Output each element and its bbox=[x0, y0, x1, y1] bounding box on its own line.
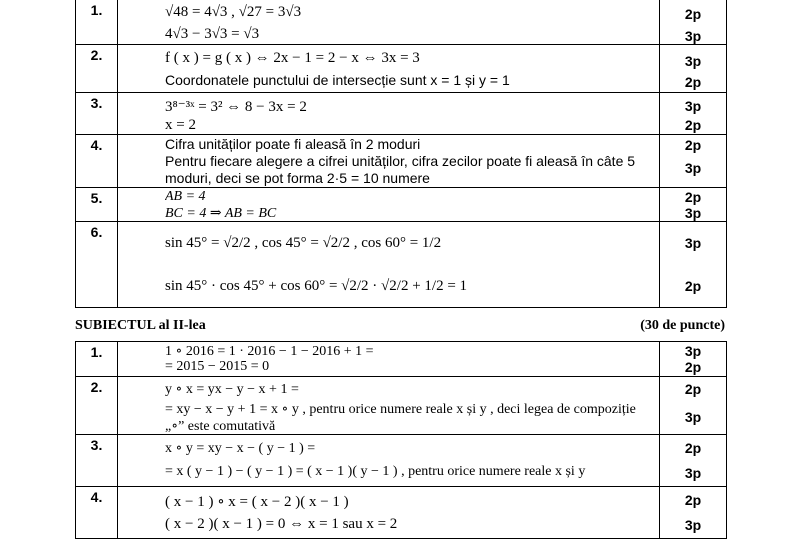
solution-line: AB = 4 bbox=[165, 189, 206, 204]
item-number: 3. bbox=[76, 435, 118, 487]
table-row bbox=[76, 0, 727, 45]
points-cell bbox=[660, 0, 727, 45]
solution-cell bbox=[118, 222, 660, 308]
item-number: 2. bbox=[76, 377, 118, 435]
points-value: 3p bbox=[684, 517, 702, 533]
points-cell bbox=[660, 342, 727, 377]
points-cell bbox=[660, 188, 727, 222]
solution-line: sin 45° = √2/2 , cos 45° = √2/2 , cos 60° = 1/2 bbox=[165, 235, 442, 251]
solution-line: f ( x ) = g ( x ) ⇔ 2x − 1 = 2 − x ⇔ 3x = 3 bbox=[165, 50, 420, 66]
solution-line: Pentru fiecare alegere a cifrei unităților, cifra zecilor poate fi aleasă în câte 5 moduri, deci se pot forma 2·5 = 10 numere bbox=[165, 153, 636, 186]
solution-line: y ∘ x = yx − y − x + 1 = bbox=[165, 382, 299, 397]
table-row bbox=[76, 377, 727, 435]
points-value: 2p bbox=[684, 74, 702, 90]
solution-cell bbox=[118, 435, 660, 487]
points-value: 2p bbox=[684, 359, 702, 375]
points-value: 3p bbox=[684, 409, 702, 425]
solution-line: 1 ∘ 2016 = 1 · 2016 − 1 − 2016 + 1 = bbox=[165, 344, 374, 359]
points-value: 2p bbox=[684, 492, 702, 508]
item-number: 6. bbox=[76, 222, 118, 308]
solution-cell bbox=[118, 487, 660, 539]
solution-cell bbox=[118, 0, 660, 45]
solution-line: Cifra unităților poate fi aleasă în 2 moduri bbox=[165, 136, 421, 152]
item-number: 4. bbox=[76, 135, 118, 188]
table-row bbox=[76, 93, 727, 135]
points-value: 2p bbox=[684, 137, 702, 153]
points-value: 2p bbox=[684, 6, 702, 22]
table-row bbox=[76, 487, 727, 539]
points-cell bbox=[660, 487, 727, 539]
solution-cell bbox=[118, 377, 660, 435]
item-number: 3. bbox=[76, 93, 118, 135]
solution-line: ( x − 1 ) ∘ x = ( x − 2 )( x − 1 ) bbox=[165, 494, 349, 510]
points-value: 2p bbox=[684, 381, 702, 397]
solution-cell bbox=[118, 342, 660, 377]
section-title: SUBIECTUL al II-lea bbox=[75, 318, 206, 333]
points-cell bbox=[660, 135, 727, 188]
item-number: 2. bbox=[76, 45, 118, 93]
points-value: 2p bbox=[684, 189, 702, 205]
points-value: 3p bbox=[684, 465, 702, 481]
solution-line: sin 45° · cos 45° + cos 60° = √2/2 · √2/2 + 1/2 = 1 bbox=[165, 278, 468, 294]
points-value: 3p bbox=[684, 53, 702, 69]
solution-line: = 2015 − 2015 = 0 bbox=[165, 359, 270, 374]
points-cell bbox=[660, 93, 727, 135]
solution-line: ( x − 2 )( x − 1 ) = 0 ⇔ x = 1 sau x = 2 bbox=[165, 516, 398, 532]
solution-line: = xy − x − y + 1 = x ∘ y , pentru orice numere reale x și y , deci legea de compoziție „∘” este comutativă bbox=[165, 402, 636, 434]
points-value: 2p bbox=[684, 440, 702, 456]
solution-line: x = 2 bbox=[165, 117, 196, 133]
solution-line: Coordonatele punctului de intersecție sunt x = 1 și y = 1 bbox=[165, 72, 510, 88]
table-row bbox=[76, 135, 727, 188]
section-heading bbox=[75, 318, 725, 336]
section1-table bbox=[75, 0, 727, 308]
solution-line: 4√3 − 3√3 = √3 bbox=[165, 26, 260, 42]
points-cell bbox=[660, 377, 727, 435]
table-row bbox=[76, 435, 727, 487]
points-value: 3p bbox=[684, 98, 702, 114]
points-value: 2p bbox=[684, 117, 702, 133]
points-value: 3p bbox=[684, 160, 702, 176]
points-cell bbox=[660, 222, 727, 308]
table-row bbox=[76, 222, 727, 308]
solution-cell bbox=[118, 93, 660, 135]
solution-line: = x ( y − 1 ) − ( y − 1 ) = ( x − 1 )( y − 1 ) , pentru orice numere reale x și y bbox=[165, 464, 586, 479]
points-value: 3p bbox=[684, 205, 702, 221]
solution-line: BC = 4 ⇒ AB = BC bbox=[165, 206, 277, 221]
item-number: 1. bbox=[76, 342, 118, 377]
solution-cell bbox=[118, 188, 660, 222]
item-number: 4. bbox=[76, 487, 118, 539]
solution-cell bbox=[118, 135, 660, 188]
solution-line: x ∘ y = xy − x − ( y − 1 ) = bbox=[165, 441, 316, 456]
points-value: 3p bbox=[684, 235, 702, 251]
table-row bbox=[76, 45, 727, 93]
points-value: 2p bbox=[684, 278, 702, 294]
section-points: (30 de puncte) bbox=[640, 318, 725, 333]
points-cell bbox=[660, 435, 727, 487]
points-cell bbox=[660, 45, 727, 93]
item-number: 1. bbox=[76, 0, 118, 45]
section2-table bbox=[75, 341, 727, 539]
solution-cell bbox=[118, 45, 660, 93]
item-number: 5. bbox=[76, 188, 118, 222]
points-value: 3p bbox=[684, 343, 702, 359]
solution-line: √48 = 4√3 , √27 = 3√3 bbox=[165, 4, 302, 20]
points-value: 3p bbox=[684, 28, 702, 44]
table-row bbox=[76, 342, 727, 377]
table-row bbox=[76, 188, 727, 222]
solution-line: 3⁸⁻³ˣ = 3² ⇔ 8 − 3x = 2 bbox=[165, 99, 307, 115]
